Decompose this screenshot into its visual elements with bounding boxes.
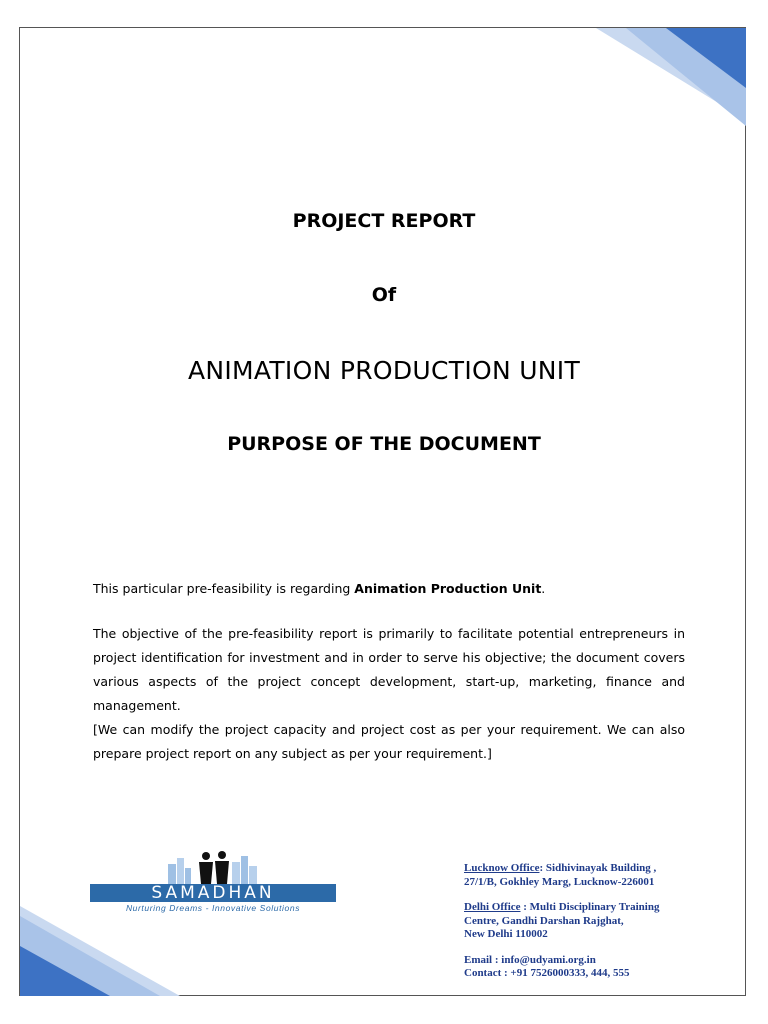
report-subject: ANIMATION PRODUCTION UNIT	[187, 356, 581, 385]
modification-paragraph: [We can modify the project capacity and project cost as per your requirement. We can also prepare project report on any subject as per your requirement.]	[93, 722, 685, 761]
logo-name: SAMADHAN	[151, 883, 275, 903]
lucknow-label: Lucknow Office	[464, 862, 540, 874]
delhi-line1: : Multi Disciplinary Training	[520, 901, 660, 913]
lucknow-line2: 27/1/B, Gokhley Marg, Lucknow-226001	[464, 875, 655, 888]
phone-line: Contact : +91 7526000333, 444, 555	[464, 967, 630, 979]
delhi-line2: Centre, Gandhi Darshan Rajghat,	[464, 914, 624, 927]
report-of: Of	[371, 284, 397, 306]
corner-decoration-top-right	[596, 28, 746, 126]
purpose-heading: PURPOSE OF THE DOCUMENT	[227, 433, 541, 455]
skyline-people-icon	[164, 850, 264, 884]
lucknow-line1: : Sidhivinayak Building ,	[539, 862, 657, 874]
corner-decoration-bottom-left	[20, 906, 180, 996]
intro-suffix: .	[541, 581, 546, 596]
samadhan-logo	[88, 848, 338, 914]
delhi-office	[464, 901, 724, 942]
objective-paragraph: The objective of the pre-feasibility report is primarily to facilitate potential entrepreneurs in project identification for investment and in order to serve his objective; the document covers various aspects of the project concept development, start-up, marketing, finance and management.	[93, 626, 685, 713]
intro-subject: Animation Production Unit	[354, 581, 542, 596]
delhi-line3: New Delhi 110002	[464, 928, 548, 940]
intro-prefix: This particular pre-feasibility is regarding	[93, 581, 355, 596]
email-line: Email : info@udyami.org.in	[464, 953, 596, 966]
logo-tagline: Nurturing Dreams - Innovative Solutions	[125, 903, 301, 913]
lucknow-office	[464, 862, 724, 889]
intro-paragraph	[93, 577, 685, 601]
report-title: PROJECT REPORT	[292, 210, 476, 232]
contact-block	[464, 862, 724, 981]
delhi-label: Delhi Office	[464, 901, 521, 913]
